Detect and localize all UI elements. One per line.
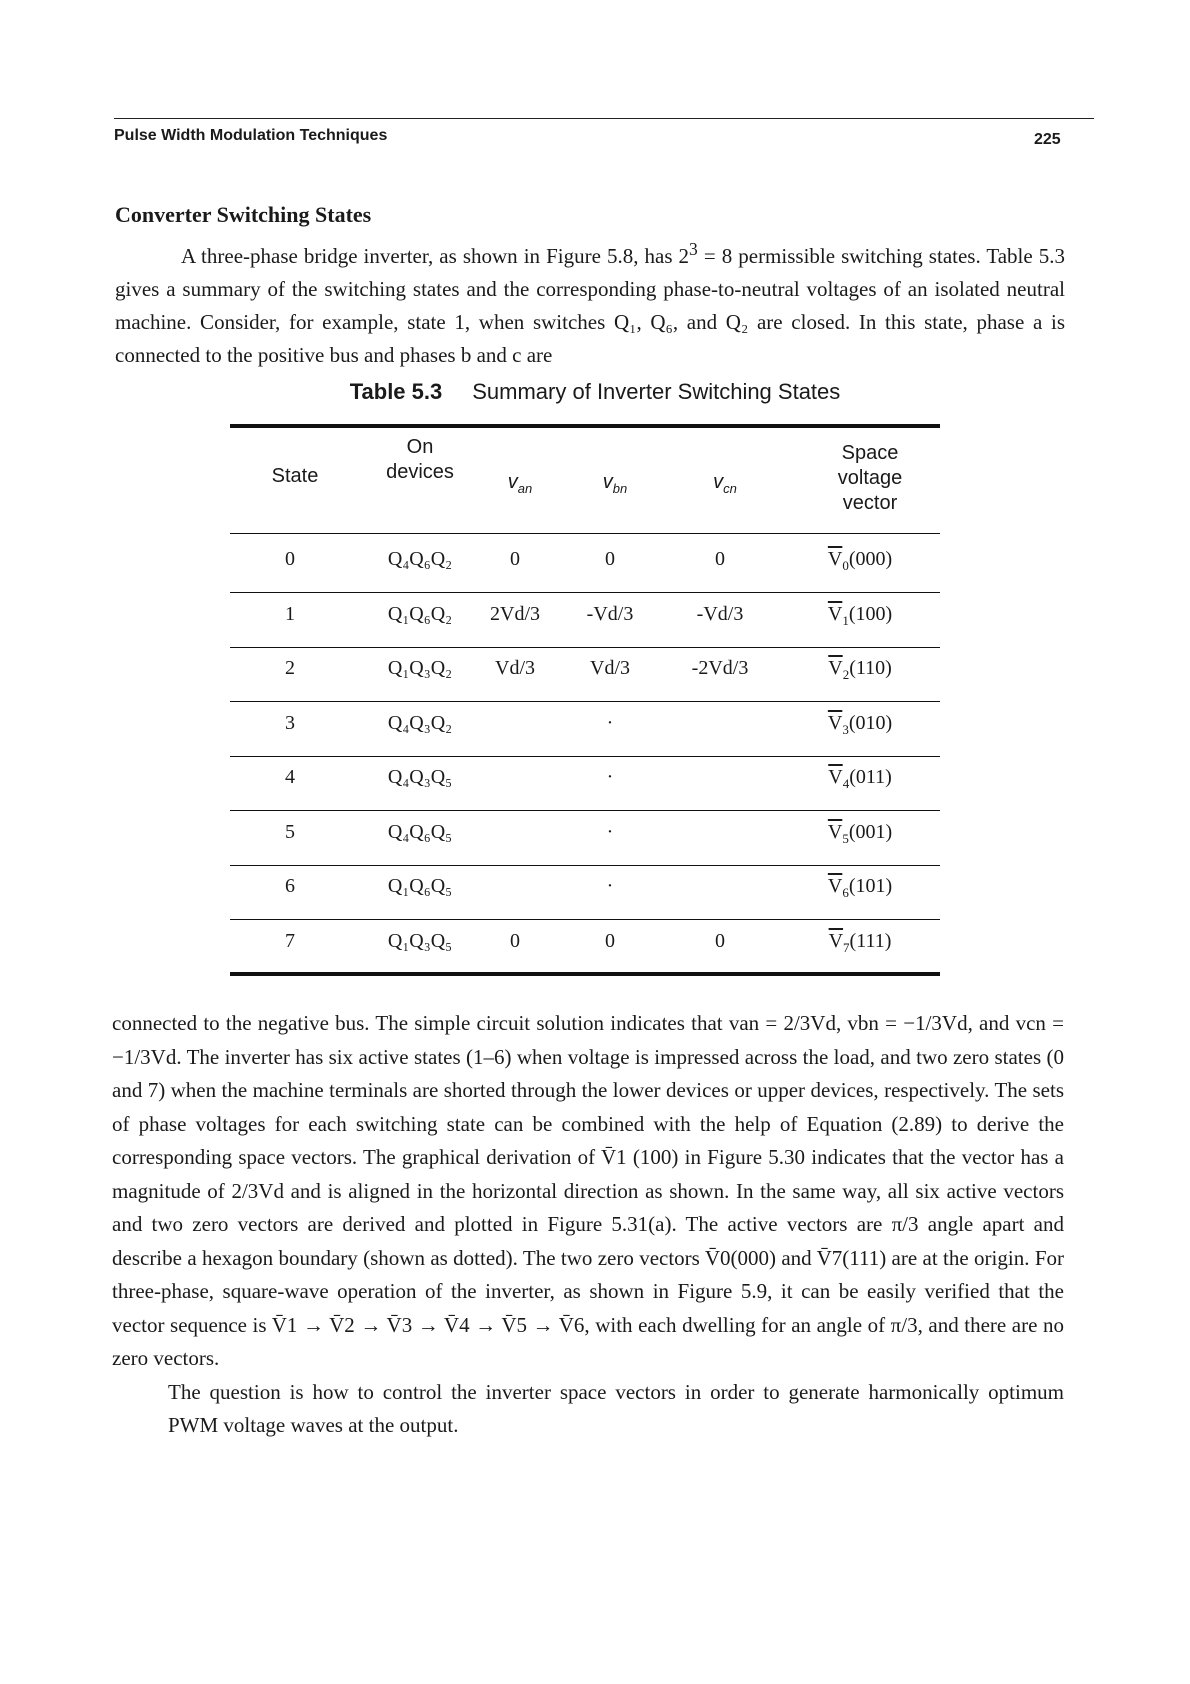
running-head: Pulse Width Modulation Techniques xyxy=(114,127,388,144)
row-state: 0 xyxy=(285,548,295,570)
table-label: Table 5.3 xyxy=(349,379,443,404)
row-vbn: · xyxy=(606,820,614,843)
row-divider xyxy=(230,592,940,593)
row-vbn: · xyxy=(606,766,614,788)
row-van: 2Vd/3 xyxy=(490,602,540,625)
row-van: 0 xyxy=(510,548,520,570)
row-devices: Q₄Q₆Q₂ xyxy=(387,548,453,570)
vector-symbol: $\overline{V}$ xyxy=(827,875,843,897)
paragraph-2 xyxy=(112,1007,1064,1443)
vector-symbol: $\overline{V}$ xyxy=(828,766,843,788)
row-state: 2 xyxy=(285,657,295,679)
vector-symbol: $\overline{V}$ xyxy=(827,602,843,625)
row-vbn: 0 xyxy=(605,929,615,952)
para1-part-a: A three-phase bridge inverter, as shown in Figure 5.8, has 2 xyxy=(181,244,690,268)
row-devices: Q₁Q₆Q₅ xyxy=(387,875,453,897)
row-vcn: 0 xyxy=(715,929,725,952)
row-vector: $\overline{V}_7(111)$ xyxy=(828,929,892,955)
row-vector: $\overline{V}_6(101)$ xyxy=(827,875,893,900)
para1-sup: 3 xyxy=(689,239,698,259)
page-number: 225 xyxy=(1034,131,1061,148)
row-vcn: 0 xyxy=(715,548,725,570)
header-rule xyxy=(114,118,1094,119)
section-title: Converter Switching States xyxy=(115,202,372,227)
vector-symbol: $\overline{V}$ xyxy=(827,711,843,734)
table-top-rule xyxy=(230,424,940,428)
vector-symbol: $\overline{V}$ xyxy=(828,657,843,679)
row-vector: $\overline{V}_3(010)$ xyxy=(827,711,893,737)
row-vcn: -Vd/3 xyxy=(696,602,744,625)
header-on-devices xyxy=(360,435,480,485)
row-vbn: Vd/3 xyxy=(590,657,630,679)
row-vbn: · xyxy=(606,875,614,897)
row-devices: Q₁Q₃Q₂ xyxy=(387,657,453,679)
header-on-devices-line2: devices xyxy=(386,461,454,483)
table-title: Summary of Inverter Switching States xyxy=(472,379,841,404)
row-divider xyxy=(230,701,940,702)
para1-part-b: = 8 permissible switching states. Table 5.3 gives a summary of the switching states and the corresponding phase-to-neutral voltages of an isolated neutral machine. Consider, for example, state 1, when switches Q₁, Q₆, and Q₂ are closed. In this state, phase a is connected to the positive bus and phases b and c are xyxy=(115,244,1066,367)
header-state: State xyxy=(271,465,319,487)
row-divider xyxy=(230,919,940,920)
row-vector: $\overline{V}_2(110)$ xyxy=(828,657,892,682)
row-vector: $\overline{V}_0(000)$ xyxy=(827,548,893,573)
header-vcn: $v_{cn}$ xyxy=(713,471,737,496)
vector-symbol: $\overline{V}$ xyxy=(827,548,843,570)
para3-text: The question is how to control the inverter space vectors in order to generate harmonically optimum PWM voltage waves at the output. xyxy=(168,1379,1064,1437)
row-devices: Q₁Q₃Q₅ xyxy=(387,929,453,952)
vector-symbol: $\overline{V}$ xyxy=(827,820,843,843)
para2-text: connected to the negative bus. The simple circuit solution indicates that van = 2/3Vd, vbn = −1/3Vd, and vcn = −1/3Vd. The inverter has six active states (1–6) when voltage is impressed across the load, and two zero states (0 and 7) when the machine terminals are shorted through the lower devices or upper devices, respectively. The sets of phase voltages for each switching state can be combined with the help of Equation (2.89) to derive the corresponding space vectors. The graphical derivation of V̄1 (100) in Figure 5.30 indicates that the vector has a magnitude of 2/3Vd and is aligned in the horizontal direction as shown. In the same way, all six active vectors and two zero vectors are derived and plotted in Figure 5.31(a). The active vectors are π/3 angle apart and describe a hexagon boundary (shown as dotted). The two zero vectors V̄0(000) and V̄7(111) are at the origin. For three-phase, square-wave operation of the inverter, as shown in Figure 5.9, it can be easily verified that the vector sequence is V̄1 → V̄2 → V̄3 → V̄4 → V̄5 → V̄6, with each dwelling for an angle of π/3, and there are no zero vectors. xyxy=(112,1011,1064,1370)
row-devices: Q₁Q₆Q₂ xyxy=(387,602,453,625)
header-svv-line2: voltage xyxy=(837,467,903,489)
row-van: Vd/3 xyxy=(495,657,535,679)
row-van: 0 xyxy=(510,929,520,952)
header-space-vector xyxy=(815,441,925,516)
row-devices: Q₄Q₃Q₅ xyxy=(387,766,453,788)
row-divider xyxy=(230,810,940,811)
row-state: 7 xyxy=(285,929,295,952)
row-state: 5 xyxy=(285,820,295,843)
row-state: 3 xyxy=(285,711,295,734)
row-state: 6 xyxy=(285,875,295,897)
row-divider xyxy=(230,647,940,648)
row-vbn: · xyxy=(606,711,614,734)
paragraph-1 xyxy=(115,233,1065,372)
table-caption xyxy=(0,379,1190,405)
table-bottom-rule xyxy=(230,972,940,976)
row-divider xyxy=(230,865,940,866)
row-vbn: 0 xyxy=(605,548,615,570)
header-svv-line3: vector xyxy=(842,492,898,514)
header-van: $v_{an}$ xyxy=(507,471,533,496)
row-vector: $\overline{V}_5(001)$ xyxy=(827,820,893,846)
row-vbn: -Vd/3 xyxy=(586,602,634,625)
header-svv-line1: Space xyxy=(841,442,899,464)
row-vector: $\overline{V}_4(011)$ xyxy=(828,766,892,791)
row-state: 4 xyxy=(285,766,295,788)
row-state: 1 xyxy=(285,602,295,625)
row-vector: $\overline{V}_1(100)$ xyxy=(827,602,893,628)
vector-symbol: $\overline{V}$ xyxy=(828,929,844,952)
row-devices: Q₄Q₃Q₂ xyxy=(387,711,453,734)
header-vbn: $v_{bn}$ xyxy=(602,471,628,496)
row-vcn: -2Vd/3 xyxy=(691,657,749,679)
row-devices: Q₄Q₆Q₅ xyxy=(387,820,453,843)
row-divider xyxy=(230,756,940,757)
header-rule-bottom xyxy=(230,533,940,534)
header-on-devices-line1: On xyxy=(406,436,434,458)
